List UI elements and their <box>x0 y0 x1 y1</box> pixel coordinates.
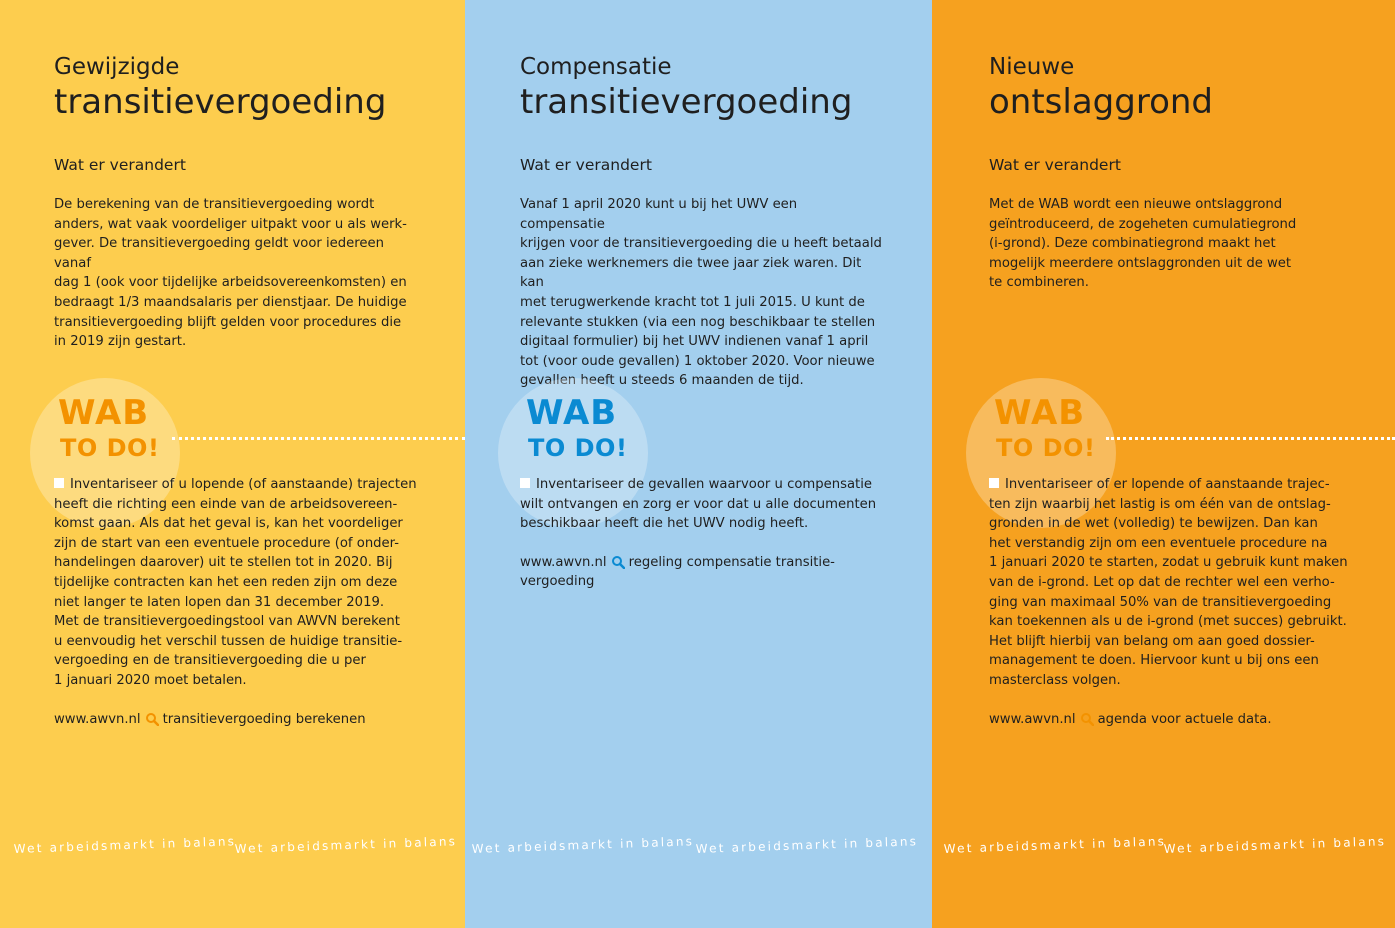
footer-tagline: Wet arbeidsmarkt in balans <box>943 834 1167 856</box>
subheading: Wat er verandert <box>54 156 186 174</box>
badge-wab-text: WAB <box>994 393 1086 433</box>
link-line <box>989 710 1349 730</box>
todo-text: Inventariseer de gevallen waarvoor u compensatie wilt ontvangen en zorg er voor dat u alle documenten beschikbaar heeft die het UWV nodig heeft. <box>520 477 877 532</box>
footer-tagline: Wet arbeidsmarkt in balans <box>13 834 237 856</box>
search-term[interactable]: regeling compensatie transitie- vergoeding <box>520 554 835 590</box>
column-content <box>520 52 885 391</box>
footer-tagline: Wet arbeidsmarkt in balans <box>234 834 458 856</box>
subheading: Wat er verandert <box>989 156 1121 174</box>
title-big: transitievergoeding <box>54 82 387 122</box>
badge-wab-text: WAB <box>526 393 618 433</box>
badge-todo-text: TO DO! <box>528 434 628 462</box>
title-big: ontslaggrond <box>989 82 1214 122</box>
checkbox-icon <box>520 478 530 488</box>
website-link[interactable]: www.awvn.nl <box>989 711 1076 727</box>
magnifier-icon <box>611 555 625 569</box>
dotted-divider <box>1106 437 1395 440</box>
badge-todo-text: TO DO! <box>996 434 1096 462</box>
badge-todo-text: TO DO! <box>60 434 160 462</box>
link-line <box>520 553 890 592</box>
magnifier-icon <box>145 712 159 726</box>
body-text: Vanaf 1 april 2020 kunt u bij het UWV een compensatie krijgen voor de transitievergoeding die u heeft betaald aan zieke werknemers die twee jaar ziek waren. Dit kan met terugwerkende kracht tot 1 juli 2015. U kunt de relevante stukken (via een nog beschikbaar te stellen digitaal formulier) bij het UWV indienen vanaf 1 april tot (voor oude gevallen) 1 oktober 2020. Voor nieuwe gevallen heeft u steeds 6 maanden de tijd. <box>520 197 882 389</box>
checkbox-icon <box>54 478 64 488</box>
column-compensatie-transitievergoeding <box>465 0 932 928</box>
search-term[interactable]: transitievergoeding berekenen <box>162 711 366 727</box>
magnifier-icon <box>1080 712 1094 726</box>
footer-tagline: Wet arbeidsmarkt in balans <box>1163 834 1387 856</box>
subheading: Wat er verandert <box>520 156 652 174</box>
badge-wab-text: WAB <box>58 393 150 433</box>
title-big: transitievergoeding <box>520 82 853 122</box>
dotted-divider <box>172 437 465 440</box>
title-small: Nieuwe <box>989 54 1075 80</box>
column-content <box>54 52 414 352</box>
website-link[interactable]: www.awvn.nl <box>54 711 141 727</box>
todo-text: Inventariseer of er lopende of aanstaande trajec- ten zijn waarbij het lastig is om één van de ontslag- gronden in de wet (volledig) te bewijzen. Dan kan het verstandig zijn om een eventuele procedure na 1 januari 2020 te starten, zodat u gebruik kunt maken van de i-grond. Let op dat de rechter wel een verho- ging van maximaal 50% van de transitievergoeding kan toekennen als u de i-grond (met succes) gebruikt. Het blijft hierbij van belang om aan goed dossier- management te doen. Hiervoor kunt u bij ons een masterclass volgen. <box>989 477 1348 688</box>
column-content <box>989 52 1344 293</box>
checkbox-icon <box>989 478 999 488</box>
column-nieuwe-ontslaggrond <box>932 0 1395 928</box>
todo-block <box>520 475 890 592</box>
footer-tagline: Wet arbeidsmarkt in balans <box>471 834 695 856</box>
body-text: De berekening van de transitievergoeding wordt anders, wat vaak voordeliger uitpakt voor u als werk- gever. De transitievergoeding geldt voor iedereen vanaf dag 1 (ook voor tijdelijke arbeidsovereenkomsten) en bedraagt 1/3 maandsalaris per dienstjaar. De huidige transitievergoeding blijft gelden voor procedures die in 2019 zijn gestart. <box>54 197 407 350</box>
search-term[interactable]: agenda voor actuele data. <box>1097 711 1272 727</box>
footer-tagline: Wet arbeidsmarkt in balans <box>695 834 919 856</box>
todo-block <box>54 475 419 729</box>
column-gewijzigde-transitievergoeding <box>0 0 465 928</box>
todo-block <box>989 475 1349 729</box>
body-text: Met de WAB wordt een nieuwe ontslaggrond geïntroduceerd, de zogeheten cumulatiegrond (i-grond). Deze combinatiegrond maakt het mogelijk meerdere ontslaggronden uit de wet te combineren. <box>989 197 1297 291</box>
title-small: Gewijzigde <box>54 54 180 80</box>
todo-text: Inventariseer of u lopende (of aanstaande) trajecten heeft die richting een einde van de arbeidsovereen- komst gaan. Als dat het geval is, kan het voordeliger zijn de start van een eventuele procedure (of onder- handelingen daarover) uit te stellen tot in 2020. Bij tijdelijke contracten kan het een reden zijn om deze niet langer te laten lopen dan 31 december 2019. Met de transitievergoedingstool van AWVN berekent u eenvoudig het verschil tussen de huidige transitie- vergoeding en de transitievergoeding die u per 1 januari 2020 moet betalen. <box>54 477 417 688</box>
link-line <box>54 710 419 730</box>
website-link[interactable]: www.awvn.nl <box>520 554 607 570</box>
title-small: Compensatie <box>520 54 672 80</box>
